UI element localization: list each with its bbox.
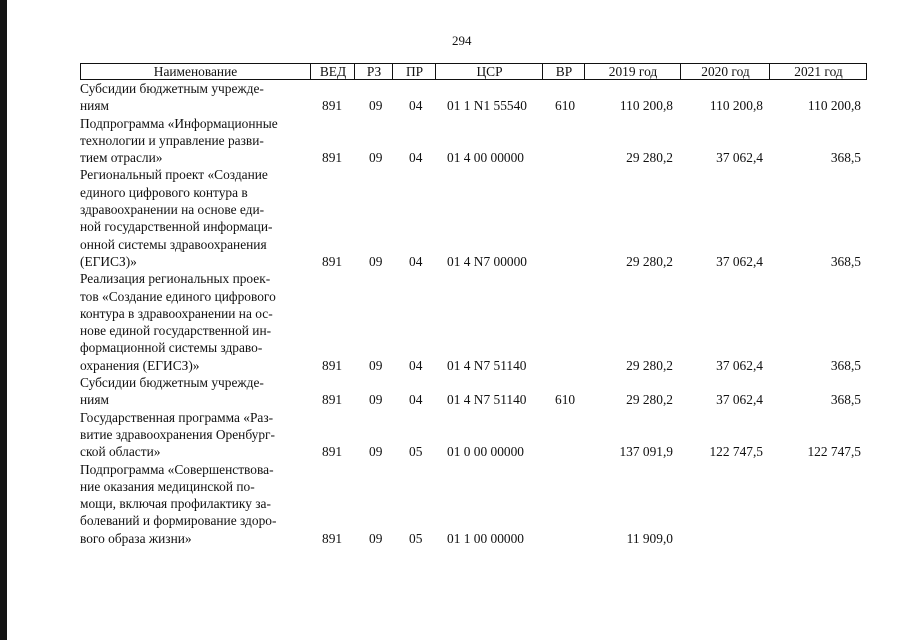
row-2020: 37 062,4	[716, 150, 763, 166]
row-pr: 04	[409, 150, 423, 166]
row-2020: 37 062,4	[716, 392, 763, 408]
row-2020: 37 062,4	[716, 357, 763, 373]
header-ved: ВЕД	[310, 64, 355, 79]
header-vr: ВР	[542, 64, 585, 79]
row-rz: 09	[369, 98, 383, 114]
row-2019: 11 909,0	[626, 530, 673, 546]
scan-edge-bar	[0, 0, 7, 640]
row-pr: 04	[409, 98, 423, 114]
row-2019: 29 280,2	[626, 357, 673, 373]
table-row	[80, 409, 867, 461]
row-ved: 891	[322, 444, 343, 460]
row-ved: 891	[322, 357, 343, 373]
table-row	[80, 270, 867, 374]
row-2019: 137 091,9	[619, 444, 673, 460]
row-2019: 29 280,2	[626, 392, 673, 408]
row-csr: 01 0 00 00000	[447, 444, 524, 460]
row-csr: 01 1 N1 55540	[447, 98, 527, 114]
header-csr: ЦСР	[435, 64, 543, 79]
table-body	[80, 80, 867, 547]
row-ved: 891	[322, 253, 343, 269]
budget-table	[80, 63, 867, 547]
row-2021: 368,5	[830, 253, 861, 269]
row-name: Субсидии бюджетным учрежде- ниям	[80, 81, 264, 114]
row-rz: 09	[369, 444, 383, 460]
row-vr: 610	[555, 98, 576, 114]
header-2020: 2020 год	[680, 64, 770, 79]
row-rz: 09	[369, 357, 383, 373]
row-csr: 01 4 N7 51140	[447, 357, 527, 373]
row-rz: 09	[369, 392, 383, 408]
row-pr: 04	[409, 357, 423, 373]
row-pr: 04	[409, 253, 423, 269]
header-name: Наименование	[153, 64, 238, 79]
row-ved: 891	[322, 150, 343, 166]
row-ved: 891	[322, 392, 343, 408]
table-row	[80, 374, 867, 409]
row-2021: 368,5	[830, 357, 861, 373]
row-csr: 01 4 N7 00000	[447, 253, 527, 269]
table-row	[80, 80, 867, 115]
row-name: Реализация региональных проек- тов «Создание единого цифрового контура в здравоохранении на ос- нове единой государственной ин- формационной системы здраво- охранения (ЕГИСЗ)»	[80, 271, 276, 373]
row-name: Региональный проект «Создание единого цифрового контура в здравоохранении на основе еди- ной государственной информаци- онной системы здравоохранения (ЕГИСЗ)»	[80, 167, 273, 269]
row-2020: 110 200,8	[709, 98, 763, 114]
row-pr: 04	[409, 392, 423, 408]
header-2021: 2021 год	[769, 64, 867, 79]
row-name: Субсидии бюджетным учрежде- ниям	[80, 375, 264, 408]
table-header	[80, 63, 867, 80]
row-rz: 09	[369, 150, 383, 166]
row-ved: 891	[322, 98, 343, 114]
row-2019: 110 200,8	[619, 98, 673, 114]
row-pr: 05	[409, 444, 423, 460]
row-rz: 09	[369, 530, 383, 546]
row-2020: 37 062,4	[716, 253, 763, 269]
header-rz: РЗ	[354, 64, 393, 79]
row-2019: 29 280,2	[626, 150, 673, 166]
row-name: Подпрограмма «Совершенствова- ние оказания медицинской по- мощи, включая профилактику за- болеваний и формирование здоро- вого образа жизни»	[80, 461, 277, 546]
row-2021: 122 747,5	[807, 444, 861, 460]
header-2019: 2019 год	[584, 64, 681, 79]
row-2021: 368,5	[830, 150, 861, 166]
row-2019: 29 280,2	[626, 253, 673, 269]
row-ved: 891	[322, 530, 343, 546]
page-number: 294	[452, 33, 472, 48]
row-2020: 122 747,5	[709, 444, 763, 460]
row-rz: 09	[369, 253, 383, 269]
row-csr: 01 1 00 00000	[447, 530, 524, 546]
row-name: Государственная программа «Раз- витие здравоохранения Оренбург- ской области»	[80, 409, 275, 460]
row-csr: 01 4 N7 51140	[447, 392, 527, 408]
row-csr: 01 4 00 00000	[447, 150, 524, 166]
table-row	[80, 115, 867, 167]
row-2021: 368,5	[830, 392, 861, 408]
table-row	[80, 461, 867, 547]
table-row	[80, 166, 867, 270]
row-name: Подпрограмма «Информационные технологии и управление разви- тием отрасли»	[80, 115, 278, 166]
row-vr: 610	[555, 392, 576, 408]
row-pr: 05	[409, 530, 423, 546]
header-pr: ПР	[392, 64, 436, 79]
row-2021: 110 200,8	[807, 98, 861, 114]
